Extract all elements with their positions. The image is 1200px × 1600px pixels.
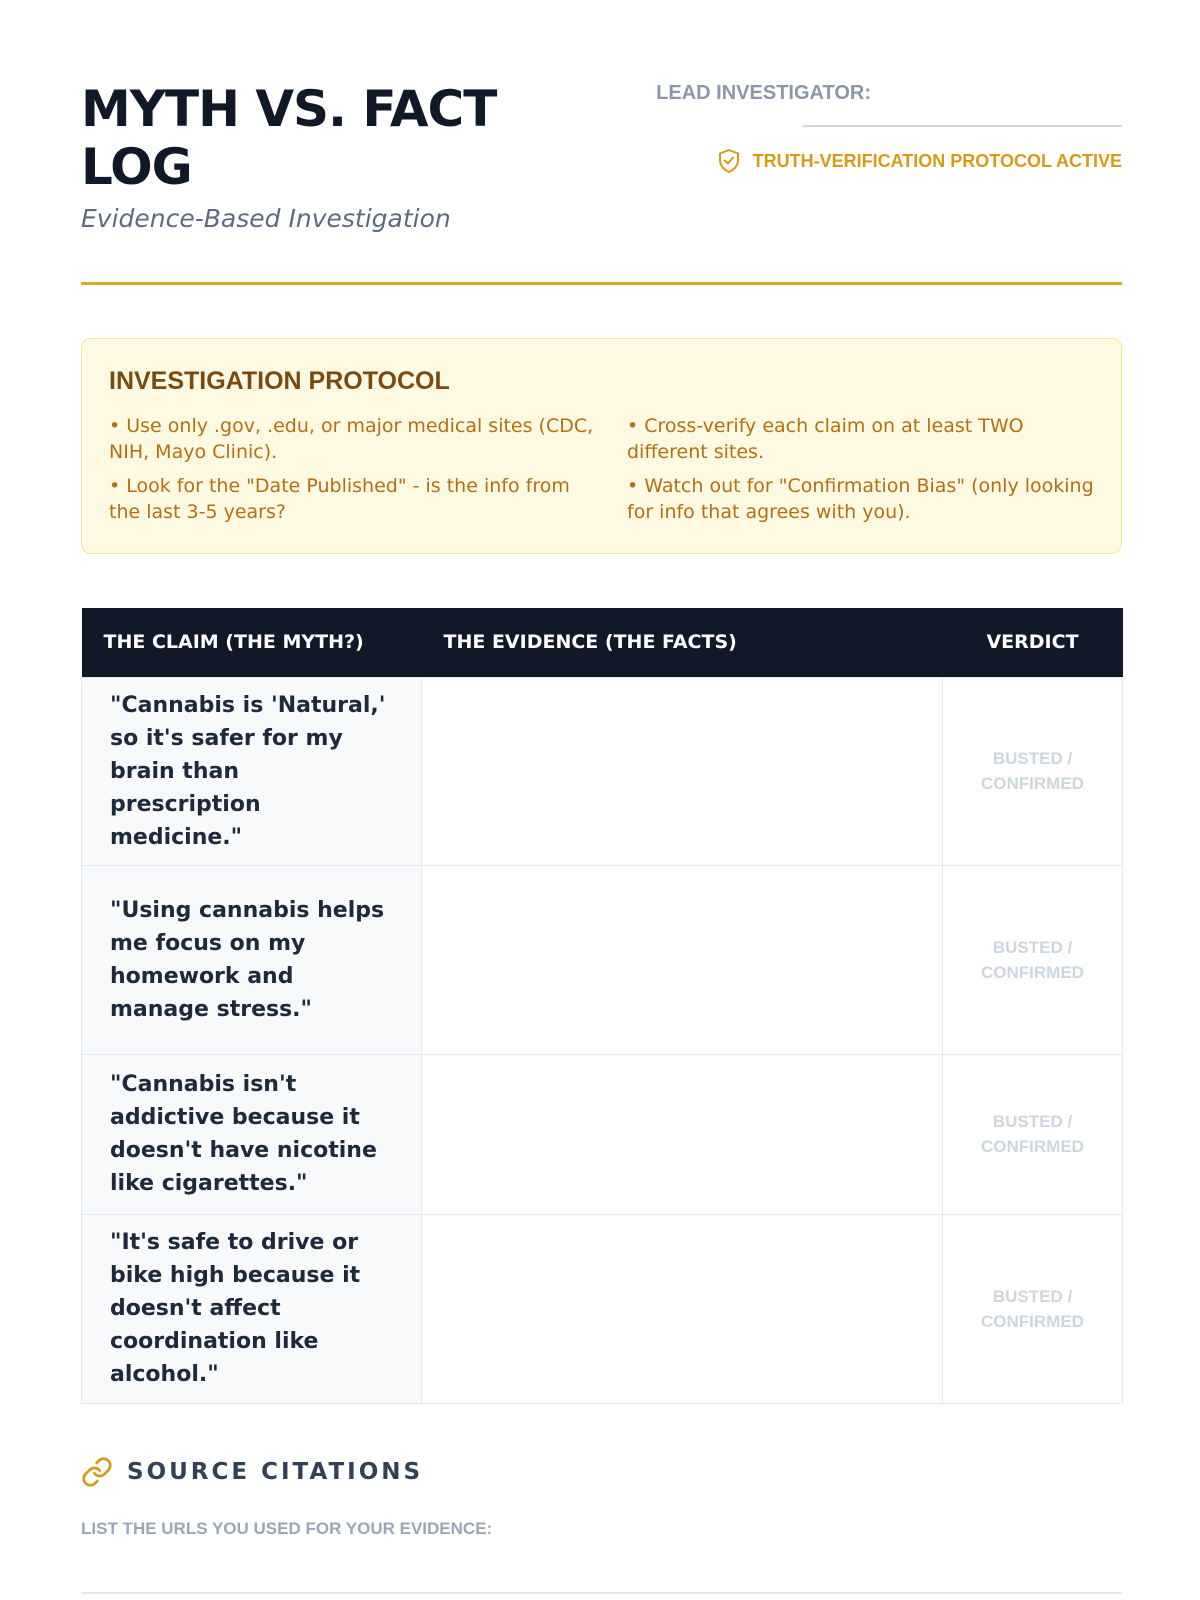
protocol-item: • Watch out for "Confirmation Bias" (only looking for info that agrees with you). xyxy=(627,475,1094,523)
protocol-item: • Look for the "Date Published" - is the info from the last 3-5 years? xyxy=(109,475,570,523)
claim-cell: "It's safe to drive or bike high because it doesn't affect coordination like alcohol." xyxy=(82,1214,422,1403)
protocol-item: • Cross-verify each claim on at least TWO different sites. xyxy=(627,415,1024,463)
evidence-cell[interactable] xyxy=(422,1054,943,1214)
verdict-cell[interactable]: BUSTED / CONFIRMED xyxy=(943,677,1123,865)
verdict-cell[interactable]: BUSTED / CONFIRMED xyxy=(943,1054,1123,1214)
myth-fact-table xyxy=(81,608,1123,1404)
page-title: MYTH VS. FACT LOG xyxy=(81,80,497,196)
table-row xyxy=(82,1214,1123,1403)
evidence-cell[interactable] xyxy=(422,865,943,1054)
evidence-column-header: THE EVIDENCE (THE FACTS) xyxy=(422,608,943,677)
verdict-column-header: VERDICT xyxy=(943,608,1123,677)
verdict-cell[interactable]: BUSTED / CONFIRMED xyxy=(943,865,1123,1054)
page-subtitle: Evidence-Based Investigation xyxy=(81,204,451,233)
lead-investigator-label: LEAD INVESTIGATOR: xyxy=(656,82,871,104)
investigation-protocol-box xyxy=(81,338,1122,554)
protocol-title: INVESTIGATION PROTOCOL xyxy=(109,367,450,395)
table-row xyxy=(82,865,1123,1054)
citations-instruction: LIST THE URLS YOU USED FOR YOUR EVIDENCE: xyxy=(81,1519,493,1538)
claim-column-header: THE CLAIM (THE MYTH?) xyxy=(82,608,422,677)
page-header xyxy=(81,0,1122,285)
table-row xyxy=(82,1054,1123,1214)
evidence-cell[interactable] xyxy=(422,677,943,865)
shield-check-icon xyxy=(717,148,741,174)
lead-investigator-field[interactable] xyxy=(803,125,1122,127)
source-citations-title: SOURCE CITATIONS xyxy=(127,1459,424,1485)
table-row xyxy=(82,677,1123,865)
verdict-cell[interactable]: BUSTED / CONFIRMED xyxy=(943,1214,1123,1403)
protocol-list xyxy=(109,413,1094,525)
claim-cell: "Cannabis isn't addictive because it doesn't have nicotine like cigarettes." xyxy=(82,1054,422,1214)
claim-cell: "Cannabis is 'Natural,' so it's safer for my brain than prescription medicine." xyxy=(82,677,422,865)
evidence-cell[interactable] xyxy=(422,1214,943,1403)
worksheet-page xyxy=(81,0,1122,1538)
source-citations-header xyxy=(81,1456,423,1488)
table-header-row xyxy=(82,608,1123,677)
claim-cell: "Using cannabis helps me focus on my homework and manage stress." xyxy=(82,865,422,1054)
protocol-status-text: TRUTH-VERIFICATION PROTOCOL ACTIVE xyxy=(752,150,1122,171)
link-icon xyxy=(81,1456,113,1488)
citation-entry-line[interactable] xyxy=(81,1592,1122,1594)
protocol-item: • Use only .gov, .edu, or major medical sites (CDC, NIH, Mayo Clinic). xyxy=(109,415,594,463)
protocol-status xyxy=(717,148,1122,174)
